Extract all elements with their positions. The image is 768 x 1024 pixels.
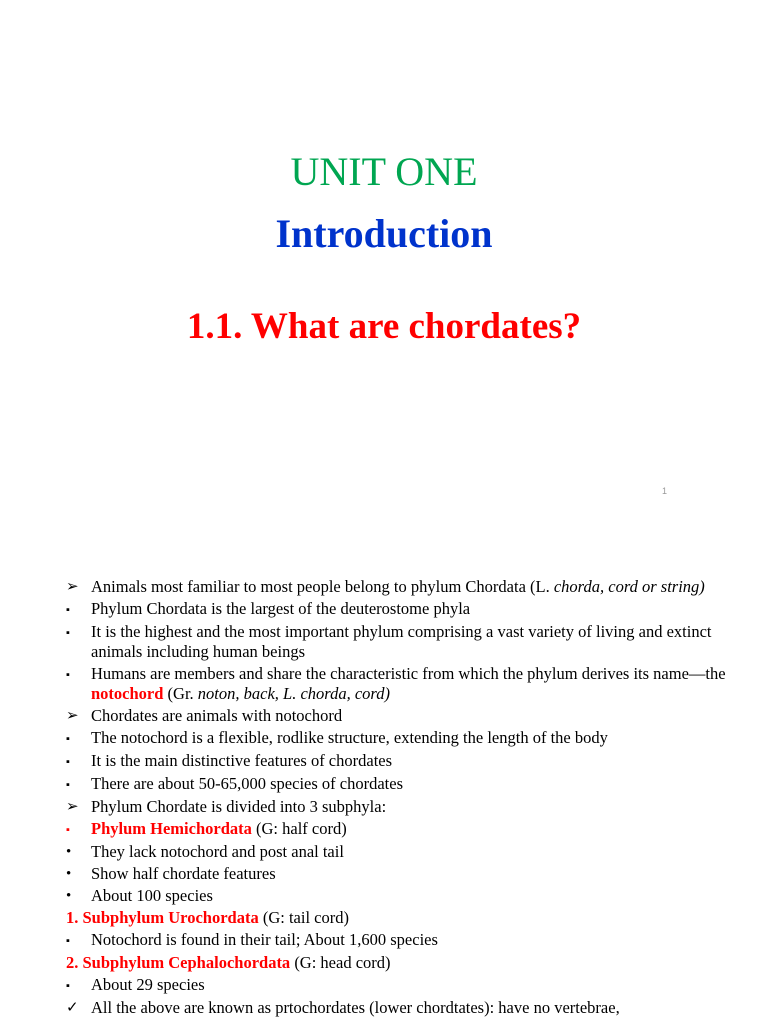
list-item: ▪ There are about 50-65,000 species of chordates — [66, 774, 404, 793]
arrow-icon: ➢ — [66, 579, 79, 595]
check-icon: ✓ — [66, 1000, 79, 1016]
list-item: ▪ Phylum Hemichordata (G: half cord) — [66, 819, 347, 838]
list-item: ➢ Animals most familiar to most people belong to phylum Chordata (L. chorda, cord or string) — [66, 577, 705, 596]
dot-bullet-icon: • — [66, 844, 72, 860]
square-bullet-icon: ▪ — [66, 627, 70, 639]
square-bullet-icon: ▪ — [66, 980, 70, 992]
section-question: 1.1. What are chordates? — [186, 306, 582, 347]
square-bullet-icon: ▪ — [66, 669, 70, 681]
square-bullet-icon: ▪ — [66, 733, 70, 745]
list-item: ➢ Phylum Chordate is divided into 3 subphyla: — [66, 797, 387, 816]
list-item: ▪ Phylum Chordata is the largest of the deuterostome phyla — [66, 599, 471, 618]
list-item: ▪ It is the highest and the most important phylum comprising a vast variety of living and extinct animals including human beings — [66, 622, 712, 661]
square-bullet-icon: ▪ — [66, 756, 70, 768]
list-item: • About 100 species — [66, 886, 213, 905]
list-item: ▪ About 29 species — [66, 975, 205, 994]
list-item: • Show half chordate features — [66, 864, 276, 883]
arrow-icon: ➢ — [66, 708, 79, 724]
page-number: 1 — [662, 486, 668, 496]
list-item: 2. Subphylum Cephalochordata (G: head cord) — [66, 953, 391, 972]
square-bullet-icon: ▪ — [66, 604, 70, 616]
unit-heading: UNIT ONE — [290, 149, 478, 194]
square-bullet-icon: ▪ — [66, 779, 70, 791]
list-item: ▪ Notochord is found in their tail; About 1,600 species — [66, 930, 438, 949]
square-bullet-icon: ▪ — [66, 935, 70, 947]
dot-bullet-icon: • — [66, 866, 72, 882]
list-item: 1. Subphylum Urochordata (G: tail cord) — [66, 908, 349, 927]
bullet-list — [66, 577, 736, 1020]
list-item: ▪ It is the main distinctive features of chordates — [66, 751, 393, 770]
list-item: ▪ Humans are members and share the characteristic from which the phylum derives its name—the notochord (Gr. noton, back, L. chorda, cord) — [66, 664, 726, 703]
list-item: ▪ The notochord is a flexible, rodlike structure, extending the length of the body — [66, 728, 608, 747]
list-item: ➢ Chordates are animals with notochord — [66, 706, 343, 725]
dot-bullet-icon: • — [66, 888, 72, 904]
list-item: ✓ All the above are known as prtochordates (lower chordtates): have no vertebrae, — [66, 998, 620, 1017]
arrow-icon: ➢ — [66, 799, 79, 815]
intro-heading: Introduction — [275, 211, 493, 256]
square-bullet-icon: ▪ — [66, 824, 70, 836]
list-item: • They lack notochord and post anal tail — [66, 842, 344, 861]
